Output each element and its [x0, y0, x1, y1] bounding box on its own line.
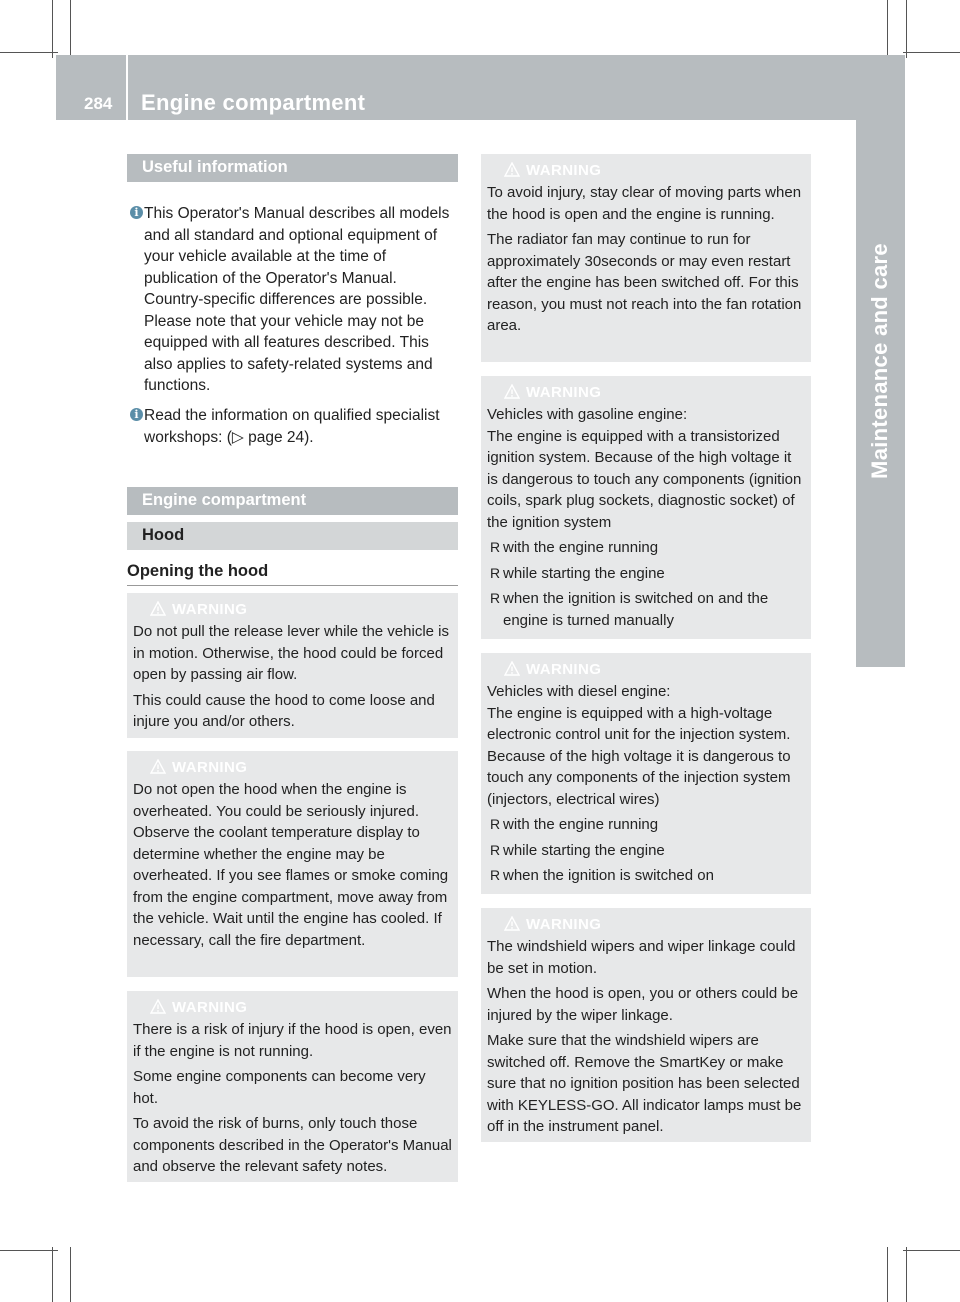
warning-text: To avoid injury, stay clear of moving parts when the hood is open and the engine is running.	[487, 184, 802, 223]
crop-mark	[903, 52, 960, 53]
warning-title: WARNING	[526, 162, 602, 179]
warning-title: WARNING	[172, 759, 248, 776]
crop-mark	[70, 1247, 71, 1302]
warning-triangle-icon	[504, 661, 520, 676]
warning-text: Do not pull the release lever while the vehicle is in motion. Otherwise, the hood could be forced open by passing air flow.	[133, 623, 450, 683]
warning-triangle-icon	[150, 999, 166, 1014]
warning-title: WARNING	[526, 384, 602, 401]
list-item: R when the ignition is switched on and the engine is turned manually	[487, 588, 805, 631]
warning-text: The engine is equipped with a transistorized ignition system. Because of the high voltage it is dangerous to touch any components (ignition coils, spark plug sockets, diagnostic socket) of the ignition system	[487, 427, 802, 531]
list-item: R with the engine running	[487, 537, 805, 559]
crop-mark	[0, 1250, 58, 1251]
info-icon: i	[130, 408, 143, 421]
info-note	[127, 203, 458, 397]
warning-box	[127, 751, 458, 977]
crop-mark	[70, 0, 71, 58]
warning-text: The windshield wipers and wiper linkage could be set in motion.	[487, 938, 796, 977]
warning-box	[481, 376, 811, 639]
info-icon: i	[130, 206, 143, 219]
list-item: R when the ignition is switched on	[487, 865, 805, 887]
warning-text: There is a risk of injury if the hood is open, even if the engine is not running.	[133, 1021, 452, 1060]
warning-box	[481, 653, 811, 894]
warning-title: WARNING	[526, 916, 602, 933]
info-text: This Operator's Manual describes all models and all standard and optional equipment of your vehicle available at the time of publication of the Operator's Manual. Country-specific differences are possible. Please note that your vehicle may not be equipped with all features described. This also applies to safety-related systems and functions.	[144, 205, 450, 394]
warning-text: The radiator fan may continue to run for approximately 30seconds or may even restart after the engine has been switched off. For this reason, you must not reach into the fan rotation area.	[487, 231, 802, 334]
warning-text: Make sure that the windshield wipers are switched off. Remove the SmartKey or make sure that no ignition position has been selected with KEYLESS-GO. All indicator lamps must be off in the instrument panel.	[487, 1032, 802, 1135]
warning-box	[127, 593, 458, 738]
warning-text: When the hood is open, you or others could be injured by the wiper linkage.	[487, 985, 799, 1024]
warning-text: Vehicles with gasoline engine:	[487, 406, 688, 423]
section-title: Engine compartment	[127, 487, 458, 515]
warning-triangle-icon	[150, 601, 166, 616]
warning-title: WARNING	[172, 999, 248, 1016]
crop-mark	[906, 1247, 907, 1302]
warning-text: This could cause the hood to come loose and injure you and/or others.	[133, 691, 435, 730]
warning-box	[127, 991, 458, 1182]
warning-box	[481, 908, 811, 1142]
warning-text: To avoid the risk of burns, only touch those components described in the Operator's Manual and observe the relevant safety notes.	[133, 1115, 452, 1175]
crop-mark	[0, 52, 58, 53]
crop-mark	[887, 1247, 888, 1302]
useful-info-title: Useful information	[127, 154, 458, 182]
warning-triangle-icon	[150, 759, 166, 774]
warning-title: WARNING	[172, 601, 248, 618]
bullet-list	[487, 537, 805, 631]
list-item: R while starting the engine	[487, 840, 805, 862]
warning-triangle-icon	[504, 384, 520, 399]
chapter-tab-label: Maintenance and care	[867, 243, 892, 479]
list-item: R with the engine running	[487, 814, 805, 836]
crop-mark	[52, 1247, 53, 1302]
crop-mark	[887, 0, 888, 58]
warning-text: Some engine components can become very hot.	[133, 1068, 426, 1107]
page-title: Engine compartment	[141, 90, 366, 115]
warning-text: Do not open the hood when the engine is overheated. You could be seriously injured. Observe the coolant temperature display to determine whether the engine may be overheated. If you see flames or smoke coming from the engine compartment, move away from the vehicle. Wait until the engine has cooled. If necessary, call the fire department.	[133, 781, 449, 949]
warning-box	[481, 154, 811, 362]
info-note	[127, 405, 458, 448]
warning-triangle-icon	[504, 916, 520, 931]
subsection-title: Hood	[127, 522, 458, 550]
bullet-list	[487, 814, 805, 887]
list-item: R while starting the engine	[487, 563, 805, 585]
crop-mark	[52, 0, 53, 58]
heading-opening-hood: Opening the hood	[127, 562, 458, 586]
warning-title: WARNING	[526, 661, 602, 678]
warning-triangle-icon	[504, 162, 520, 177]
header-divider	[126, 55, 128, 120]
crop-mark	[903, 1250, 960, 1251]
crop-mark	[906, 0, 907, 58]
warning-text: The engine is equipped with a high-voltage electronic control unit for the injection system. Because of the high voltage it is dangerous to touch any components of the injection system (injectors, electrical wires)	[487, 704, 791, 808]
warning-text: Vehicles with diesel engine:	[487, 683, 671, 700]
page-number: 284	[84, 94, 113, 113]
info-text: Read the information on qualified specialist workshops: (▷ page 24).	[144, 407, 440, 446]
